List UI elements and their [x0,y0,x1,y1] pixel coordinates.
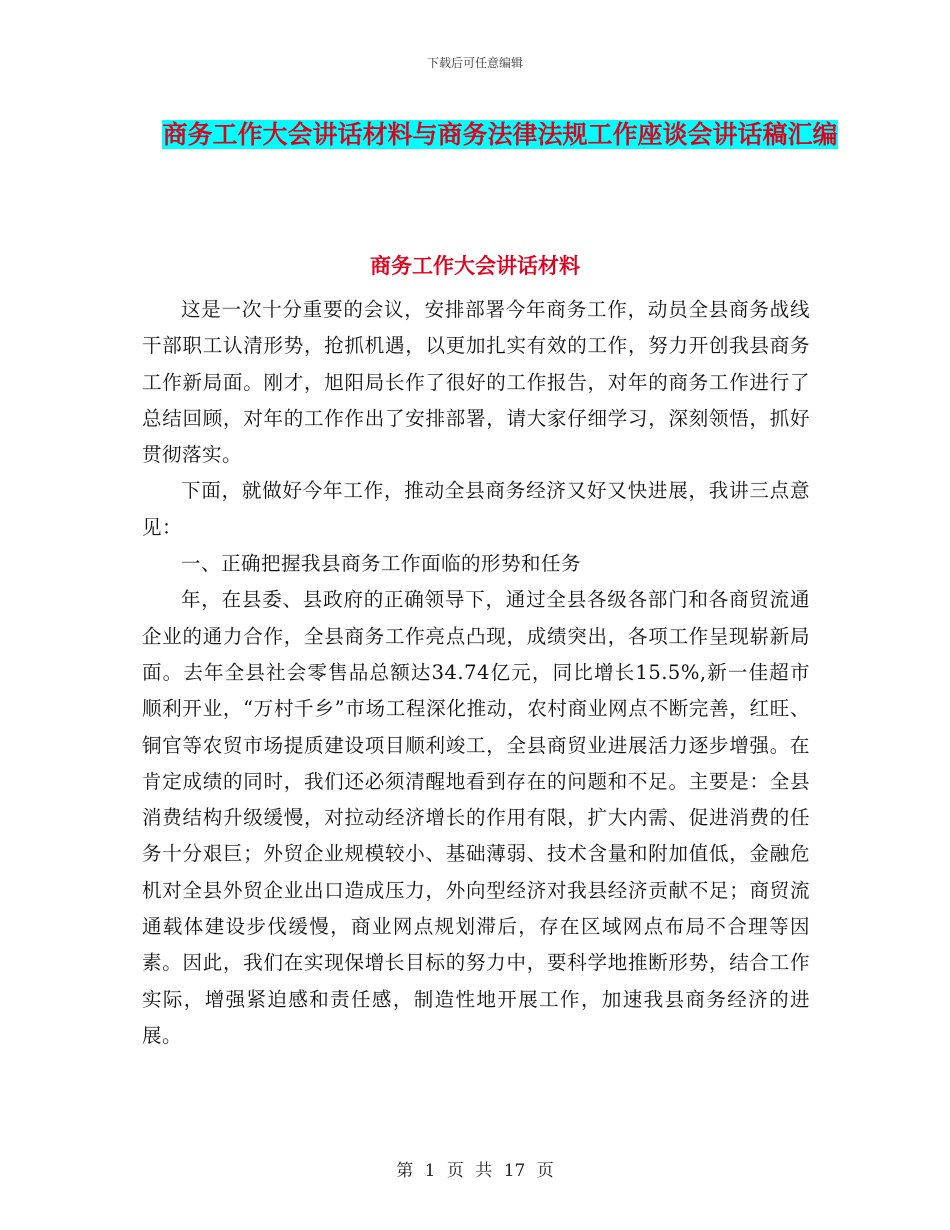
document-title [150,112,850,157]
header-note: 下载后可任意编辑 [426,56,523,70]
page-footer: 第 1 页 共 17 页 [396,1161,554,1181]
paragraph-opinions: 下面，就做好今年工作，推动全县商务经济又好又快进展，我讲三点意见： [142,479,810,539]
paragraph-situation: 年，在县委、县政府的正确领导下，通过全县各级各部门和各商贸流通企业的通力合作，全县商务工作亮点凸现，成绩突出，各项工作呈现崭新局面。去年全县社会零售品总额达34.74亿元，同比增长15.5%,新一佳超市顺利开业，“万村千乡”市场工程深化推动，农村商业网点不断完善，红旺、铜官等农贸市场提质建设项目顺利竣工，全县商贸业进展活力逐步增强。在肯定成绩的同时，我们还必须清醒地看到存在的问题和不足。主要是：全县消费结构升级缓慢，对拉动经济增长的作用有限，扩大内需、促进消费的任务十分艰巨；外贸企业规模较小、基础薄弱、技术含量和附加值低，金融危机对全县外贸企业出口造成压力，外向型经济对我县经济贡献不足；商贸流通载体建设步伐缓慢，商业网点规划滞后，存在区域网点布局不合理等因素。因此，我们在实现保增长目标的努力中，要科学地推断形势，结合工作实际，增强紧迫感和责任感，制造性地开展工作，加速我县商务经济的进展。 [142,588,810,1047]
document-body [142,292,810,1054]
paragraph-heading-one: 一、正确把握我县商务工作面临的形势和任务 [181,552,582,576]
document-title-text: 商务工作大会讲话材料与商务法律法规工作座谈会讲话稿汇编 [162,120,838,149]
section-title: 商务工作大会讲话材料 [370,254,580,278]
paragraph-intro: 这是一次十分重要的会议，安排部署今年商务工作，动员全县商务战线干部职工认清形势，抢抓机遇，以更加扎实有效的工作，努力开创我县商务工作新局面。刚才，旭阳局长作了很好的工作报告，对年的商务工作进行了总结回顾，对年的工作作出了安排部署，请大家仔细学习，深刻领悟，抓好贯彻落实。 [142,298,810,467]
